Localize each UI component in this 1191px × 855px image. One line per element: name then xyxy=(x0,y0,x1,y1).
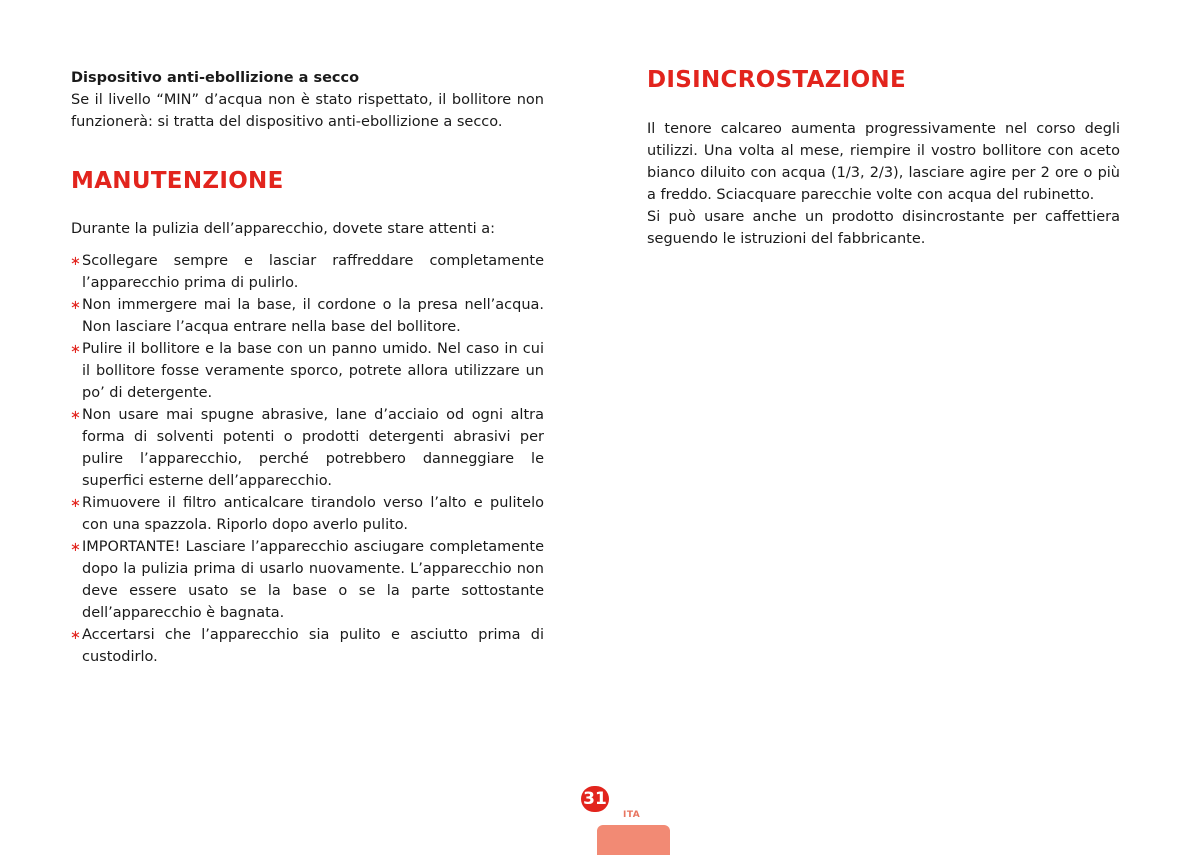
list-item-text: Rimuovere il filtro anticalcare tirandolo verso l’alto e pulitelo con una spazzola. Riporlo dopo averlo pulito. xyxy=(82,495,544,533)
descaling-paragraph-2: Si può usare anche un prodotto disincrostante per caffettiera seguendo le istruzioni del fabbricante. xyxy=(647,209,1120,247)
maintenance-intro: Durante la pulizia dell’apparecchio, dovete stare attenti a: xyxy=(71,221,496,237)
list-item xyxy=(71,536,544,624)
maintenance-list xyxy=(71,250,544,668)
asterisk-bullet-icon: ∗ xyxy=(70,298,81,313)
list-item-text: Accertarsi che l’apparecchio sia pulito e asciutto prima di custodirlo. xyxy=(82,627,544,665)
list-item xyxy=(71,624,544,668)
language-label: ITA xyxy=(623,810,641,820)
language-tab xyxy=(597,825,670,855)
dry-boil-heading: Dispositivo anti-ebollizione a secco xyxy=(71,70,360,86)
maintenance-title: MANUTENZIONE xyxy=(71,168,284,194)
list-item-text: Non immergere mai la base, il cordone o la presa nell’acqua. Non lasciare l’acqua entrare nella base del bollitore. xyxy=(82,297,544,335)
list-item xyxy=(71,294,544,338)
descaling-paragraph-1: Il tenore calcareo aumenta progressivamente nel corso degli utilizzi. Una volta al mese, riempire il vostro bollitore con aceto bianco diluito con acqua (1/3, 2/3), lasciare agire per 2 ore o più a freddo. Sciacquare parecchie volte con acqua del rubinetto. xyxy=(647,121,1120,203)
list-item xyxy=(71,404,544,492)
list-item xyxy=(71,338,544,404)
page-number: 31 xyxy=(581,786,609,812)
asterisk-bullet-icon: ∗ xyxy=(70,540,81,555)
asterisk-bullet-icon: ∗ xyxy=(70,408,81,423)
asterisk-bullet-icon: ∗ xyxy=(70,342,81,357)
asterisk-bullet-icon: ∗ xyxy=(70,254,81,269)
list-item-text: IMPORTANTE! Lasciare l’apparecchio asciugare completamente dopo la pulizia prima di usarlo nuovamente. L’apparecchio non deve essere usato se la base o se la parte sottostante dell’apparecchio è bagnata. xyxy=(82,539,544,621)
asterisk-bullet-icon: ∗ xyxy=(70,496,81,511)
dry-boil-text: Se il livello “MIN” d’acqua non è stato rispettato, il bollitore non funzionerà: si tratta del dispositivo anti-ebollizione a secco. xyxy=(71,92,544,130)
list-item-text: Pulire il bollitore e la base con un panno umido. Nel caso in cui il bollitore fosse veramente sporco, potrete allora utilizzare un po’ di detergente. xyxy=(82,341,544,401)
list-item xyxy=(71,492,544,536)
descaling-title: DISINCROSTAZIONE xyxy=(647,67,906,93)
list-item-text: Scollegare sempre e lasciar raffreddare completamente l’apparecchio prima di pulirlo. xyxy=(82,253,544,291)
list-item-text: Non usare mai spugne abrasive, lane d’acciaio od ogni altra forma di solventi potenti o prodotti detergenti abrasivi per pulire l’apparecchio, perché potrebbero danneggiare le superfici esterne dell’apparecchio. xyxy=(82,407,544,489)
list-item xyxy=(71,250,544,294)
asterisk-bullet-icon: ∗ xyxy=(70,628,81,643)
